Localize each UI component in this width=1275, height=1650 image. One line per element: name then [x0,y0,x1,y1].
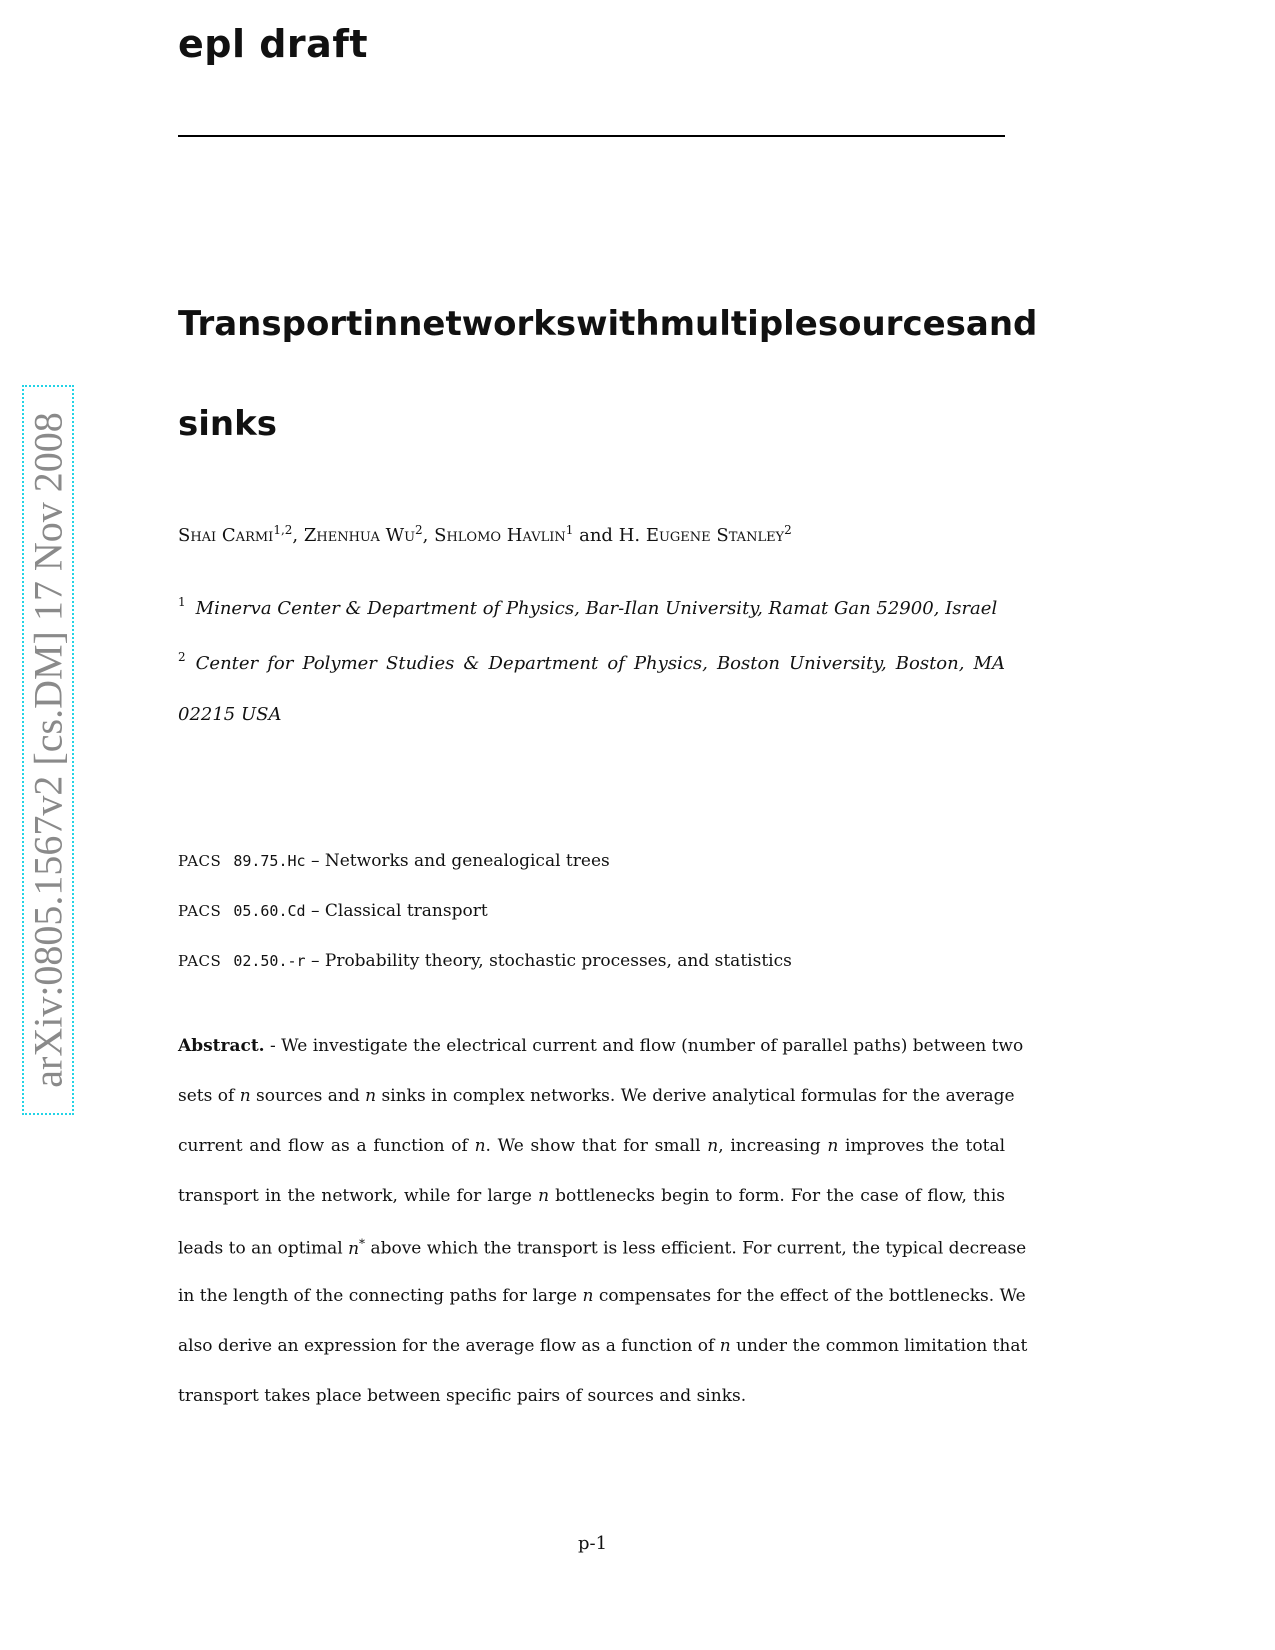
math-variable: n [239,1086,251,1106]
affiliation-2 [178,650,1005,674]
pacs-tag: PACS [178,902,222,920]
author-list [178,523,792,546]
math-variable: n [707,1136,719,1156]
abstract-line: in the length of the connecting paths for large n compensates for the effect of the bottlenecks. We [178,1286,1026,1306]
author-name: Shlomo Havlin [434,525,566,546]
pacs-code: 05.60.Cd [233,902,306,920]
math-variable: n [365,1086,377,1106]
pacs-description: Probability theory, stochastic processes, and statistics [324,951,792,971]
abstract-line: sets of n sources and n sinks in complex networks. We derive analytical formulas for the average [178,1086,1015,1106]
abstract-line: transport takes place between specific pairs of sources and sinks. [178,1386,747,1406]
author-separator: , [292,525,304,546]
author-affiliation-marker: 2 [784,523,792,537]
title-word: in [362,304,399,344]
pacs-entry [178,851,610,871]
affiliation-2-continued: 02215 USA [178,704,282,725]
pacs-entry [178,901,488,921]
pacs-code: 02.50.-r [233,952,306,970]
title-word: networks [398,304,577,344]
pacs-description: Classical transport [324,901,488,921]
pacs-description: Networks and genealogical trees [324,851,610,871]
math-variable: n* [348,1236,366,1259]
title-word: Transport [178,304,363,344]
pacs-separator: – [305,951,325,971]
author-affiliation-marker: 2 [415,523,423,537]
math-variable: n [474,1136,486,1156]
pacs-separator: – [305,851,325,871]
title-word: with [576,304,660,344]
author-name: Zhenhua Wu [303,525,416,546]
abstract-label: Abstract. [178,1036,265,1056]
author-affiliation-marker: 1 [565,523,574,537]
author-separator: , [422,525,435,546]
abstract-line: also derive an expression for the average flow as a function of n under the common limitation that [178,1336,1028,1356]
author-affiliation-marker: 1,2 [273,523,293,537]
title-word: and [965,304,1038,344]
pacs-tag: PACS [178,952,222,970]
pacs-code: 89.75.Hc [233,852,306,870]
author-name: Shai Carmi [178,525,274,546]
math-variable: n [582,1286,594,1306]
paper-title-line-1 [178,304,1038,344]
affiliation-number: 2 [178,650,186,664]
affiliation-number: 1 [178,595,186,609]
author-name: H. Eugene Stanley [618,525,785,546]
math-variable: n [719,1336,731,1356]
abstract-line: current and flow as a function of n. We show that for small n, increasing n improves the total [178,1136,1006,1156]
page-number: p-1 [578,1533,608,1554]
affiliation-text: Center for Polymer Studies & Department of Physics, Boston University, Boston, MA [195,653,1005,674]
title-word: sources [817,304,966,344]
author-separator: and [573,525,619,546]
pacs-separator: – [305,901,325,921]
math-superscript: * [359,1236,366,1250]
arxiv-stamp: arXiv:0805.1567v2 [cs.DM] 17 Nov 2008 [25,412,71,1088]
journal-header: epl draft [178,22,369,66]
paper-title-line-2: sinks [178,404,277,444]
abstract-line: transport in the network, while for large n bottlenecks begin to form. For the case of flow, this [178,1186,1005,1206]
affiliation-text: Minerva Center & Department of Physics, Bar-Ilan University, Ramat Gan 52900, Israel [195,598,998,619]
header-rule [178,135,1005,137]
pacs-tag: PACS [178,852,222,870]
abstract-line: Abstract. - We investigate the electrical current and flow (number of parallel paths) between two [178,1036,1024,1056]
abstract-line: leads to an optimal n* above which the transport is less efficient. For current, the typical decrease [178,1236,1027,1259]
pacs-entry [178,951,792,971]
math-variable: n [827,1136,839,1156]
math-variable: n [538,1186,550,1206]
affiliation-1 [178,595,1005,619]
title-word: multiple [659,304,818,344]
